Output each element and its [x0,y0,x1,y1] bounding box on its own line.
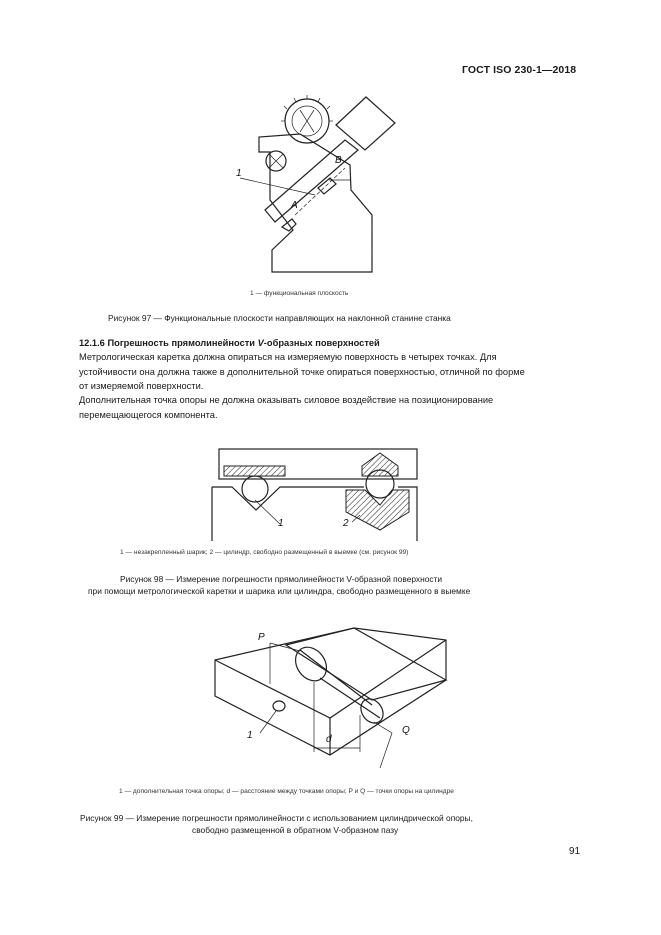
carriage-top [286,628,446,700]
paragraph-1-line-1: Метрологическая каретка должна опираться на измеряемую поверхность в четырех точках. Для [79,352,497,362]
figure98-legend: 1 — незакрепленный шарик; 2 — цилиндр, свободно размещенный в выемке (см. рисунок 99) [120,549,409,556]
figure98-caption-line-2: при помощи метрологической каретки и шарика или цилиндра, свободно размещенного в выемке [88,586,471,596]
fig98-callout-1: 1 [278,518,284,529]
fig97-callout-1: 1 [236,168,242,179]
fig98-callout-2: 2 [343,518,349,529]
figure97-caption: Рисунок 97 — Функциональные плоскости направляющих на наклонной станине станка [108,313,451,323]
document-header: ГОСТ ISO 230-1—2018 [462,64,577,76]
figure98-caption-line-1: Рисунок 98 — Измерение погрешности прямолинейности V-образной поверхности [120,574,443,584]
figure97-legend: 1 — функциональная плоскость [250,290,349,297]
section-title-start: Погрешность прямолинейности [107,338,258,348]
fig99-callout-P: P [258,632,265,643]
figure99-caption-line-1: Рисунок 99 — Измерение погрешности прямолинейности с использованием цилиндрической опоры, [80,813,473,823]
fig97-callout-A: A [291,200,298,211]
cylinder-end [289,641,333,687]
figure99-legend: 1 — дополнительная точка опоры; d — расстояние между точками опоры; P и Q — точки опоры на цилиндре [119,788,454,795]
section-title-end: -образных поверхностей [263,338,380,348]
additional-support-point [273,701,285,711]
paragraph-1-line-2: устойчивости она должна также в дополнительной точке опираться поверхностью, отличной по форме [79,366,525,377]
page-number: 91 [569,846,581,857]
section-title-italic: V [257,338,264,348]
fig97-callout-B: B [335,155,342,166]
section-number: 12.1.6 [79,338,105,348]
fig99-callout-Q: Q [402,725,410,736]
fig99-callout-d: d [326,734,332,745]
paragraph-2-line-1: Дополнительная точка опоры не должна оказывать силовое воздействие на позиционирование [79,395,494,405]
fig99-callout-1: 1 [247,730,253,741]
paragraph-2-line-2: перемещающегося компонента. [79,409,218,420]
figure99-caption-line-2: свободно размещенной в обратном V-образном пазу [192,825,399,835]
paragraph-1-line-3: от измеряемой поверхности. [79,381,204,391]
